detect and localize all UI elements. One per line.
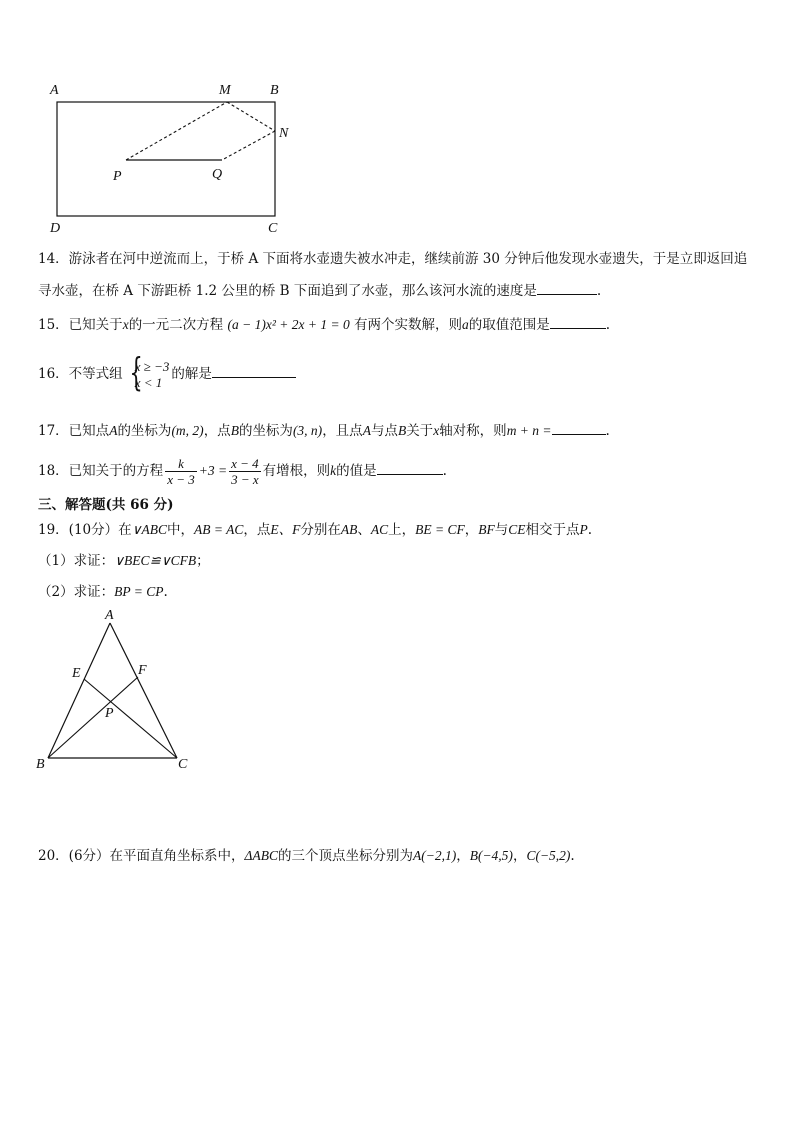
q19-p1-expr: ∨BEC≌∨CFB [114,553,197,568]
q19-p2-pre: （2）求证： [38,584,115,600]
question-15-end: . [605,317,611,333]
fraction-k [165,456,197,487]
q19-t7: 与 [494,522,509,538]
question-17 [38,420,610,441]
segment-nq [222,131,275,160]
label-f: F [138,663,147,678]
q19-p2-end: . [163,584,168,600]
fraction-k-den: x − 3 [167,472,195,487]
label-c: C [178,757,188,772]
q17-t5: 与点 [370,423,398,439]
q17-t2: ，点 [203,423,231,439]
point-b: B [230,423,239,438]
q19-t4: 、 [357,522,371,538]
question-15-num: 15．已知关于 [38,317,123,333]
fraction-x [229,456,261,487]
q19-ce: CE [508,522,526,537]
answer-blank-16[interactable] [212,363,296,378]
q19-p2-expr: BP = CP [114,584,164,599]
q19-t1: 中， [167,522,195,538]
label-m: M [219,83,231,98]
q19-triangle: ∨ABC [131,522,168,537]
q19-ef: E、F [270,522,301,537]
point-a-2: A [362,423,371,438]
question-18-mid2: 的值是 [336,463,377,479]
q19-t5: 上， [388,522,416,538]
q20-point-b: B(−4,5) [469,848,513,863]
segment-ce [84,679,177,758]
question-15-mid3: 的取值范围是 [468,317,550,333]
equation: (a − 1)x² + 2x + 1 = 0 [227,317,350,332]
label-b: B [36,757,45,772]
label-n: N [279,126,289,141]
segment-bf [48,677,138,758]
question-18-end: . [442,463,447,479]
q19-head: 19．(10分）在 [38,522,132,538]
q17-t3: 的坐标为 [238,423,293,439]
m-plus-n: m + n = [506,423,552,438]
q20-end: . [570,848,575,864]
question-19-part-2 [38,582,168,602]
plus-three: +3 = [198,463,228,478]
question-16 [38,349,296,394]
q17-t1: 的坐标为 [117,423,172,439]
question-14-line-2 [38,280,601,301]
rectangle-figure [40,78,310,238]
answer-blank-17[interactable] [552,420,606,435]
question-18-mid: 有增根，则 [262,463,331,479]
inequality-row-1: x ≥ −3 [134,358,170,374]
q17-t4: ，且点 [322,423,363,439]
label-c: C [268,221,278,236]
answer-blank-14[interactable] [537,280,597,295]
question-18-num: 18．已知关于的方程 [38,463,164,479]
question-17-end: . [605,423,610,439]
q19-ac: AC [370,522,389,537]
question-17-num: 17．已知点 [38,423,110,439]
label-p: P [113,169,122,184]
q19-bf: BF [478,522,495,537]
question-16-mid: 的解是 [171,366,212,382]
question-15 [38,314,610,335]
q19-p: P [579,522,588,537]
label-a: A [50,83,59,98]
variable-x: x [122,317,129,332]
q19-eq1: AB = AC [194,522,244,537]
q19-t8: 相交于点 [525,522,580,538]
q19-t3: 分别在 [300,522,341,538]
rectangle-abcd [57,102,275,216]
question-14-end: . [596,283,602,299]
point-b-2: B [397,423,407,438]
segment-mn [227,102,275,131]
label-q: Q [212,167,223,182]
side-ab [48,623,110,758]
question-15-mid2: 有两个实数解，则 [354,317,462,333]
label-e: E [72,666,81,681]
label-d: D [50,221,61,236]
section-heading: 三、解答题(共 66 分) [38,497,174,513]
q19-p1-pre: （1）求证： [38,553,115,569]
fraction-x-num: x − 4 [231,456,259,471]
q20-point-c: C(−5,2) [526,848,571,863]
coord-b: (3, n) [292,423,323,438]
question-20 [38,846,575,866]
x-axis-var: x [433,423,440,438]
q20-point-a: A(−2,1) [412,848,457,863]
inequality-row-2: x < 1 [134,374,163,390]
label-b: B [270,83,279,98]
segment-pm [126,102,227,160]
q19-p1-end: ； [196,553,210,569]
label-p: P [105,706,114,721]
question-18 [38,452,447,490]
q20-sep2: ， [512,848,527,864]
q20-t1: 的三个顶点坐标分别为 [277,848,413,864]
question-15-mid1: 的一元二次方程 [128,317,224,333]
question-16-num: 16．不等式组 [38,366,123,382]
variable-k: k [330,463,337,478]
point-a: A [109,423,118,438]
answer-blank-18[interactable] [377,460,443,475]
side-ac [110,623,177,758]
question-19 [38,520,592,540]
answer-blank-15[interactable] [550,314,606,329]
question-19-part-1 [38,551,210,571]
q19-t6: ， [464,522,479,538]
question-14-text-1: 14．游泳者在河中逆流而上，于桥 A 下面将水壶遗失被水冲走，继续前游 30 分钟后他发现水壶遗失，于是立即返回追 [38,251,748,267]
q19-eq2: BE = CF [415,522,465,537]
q20-sep1: ， [456,848,470,864]
label-a: A [105,608,114,623]
fraction-x-den: 3 − x [231,472,259,487]
question-14-text-2: 寻水壶，在桥 A 下游距桥 1.2 公里的桥 B 下面追到了水壶，那么该河水流的速度是 [38,283,537,299]
inequality-system: { x ≥ −3 x < 1 [129,349,170,394]
triangle-figure [30,605,200,775]
q20-head: 20．(6分）在平面直角坐标系中， [38,848,245,864]
q20-triangle: ΔABC [244,848,278,863]
q19-end: . [587,522,593,538]
q17-t7: 轴对称，则 [439,423,507,439]
q19-t2: ，点 [243,522,271,538]
variable-a: a [462,317,469,332]
coord-a: (m, 2) [171,423,204,438]
q17-t6: 关于 [406,423,434,439]
fraction-k-num: k [165,456,197,472]
q19-ab: AB [340,522,358,537]
question-14-line-1 [38,249,747,269]
